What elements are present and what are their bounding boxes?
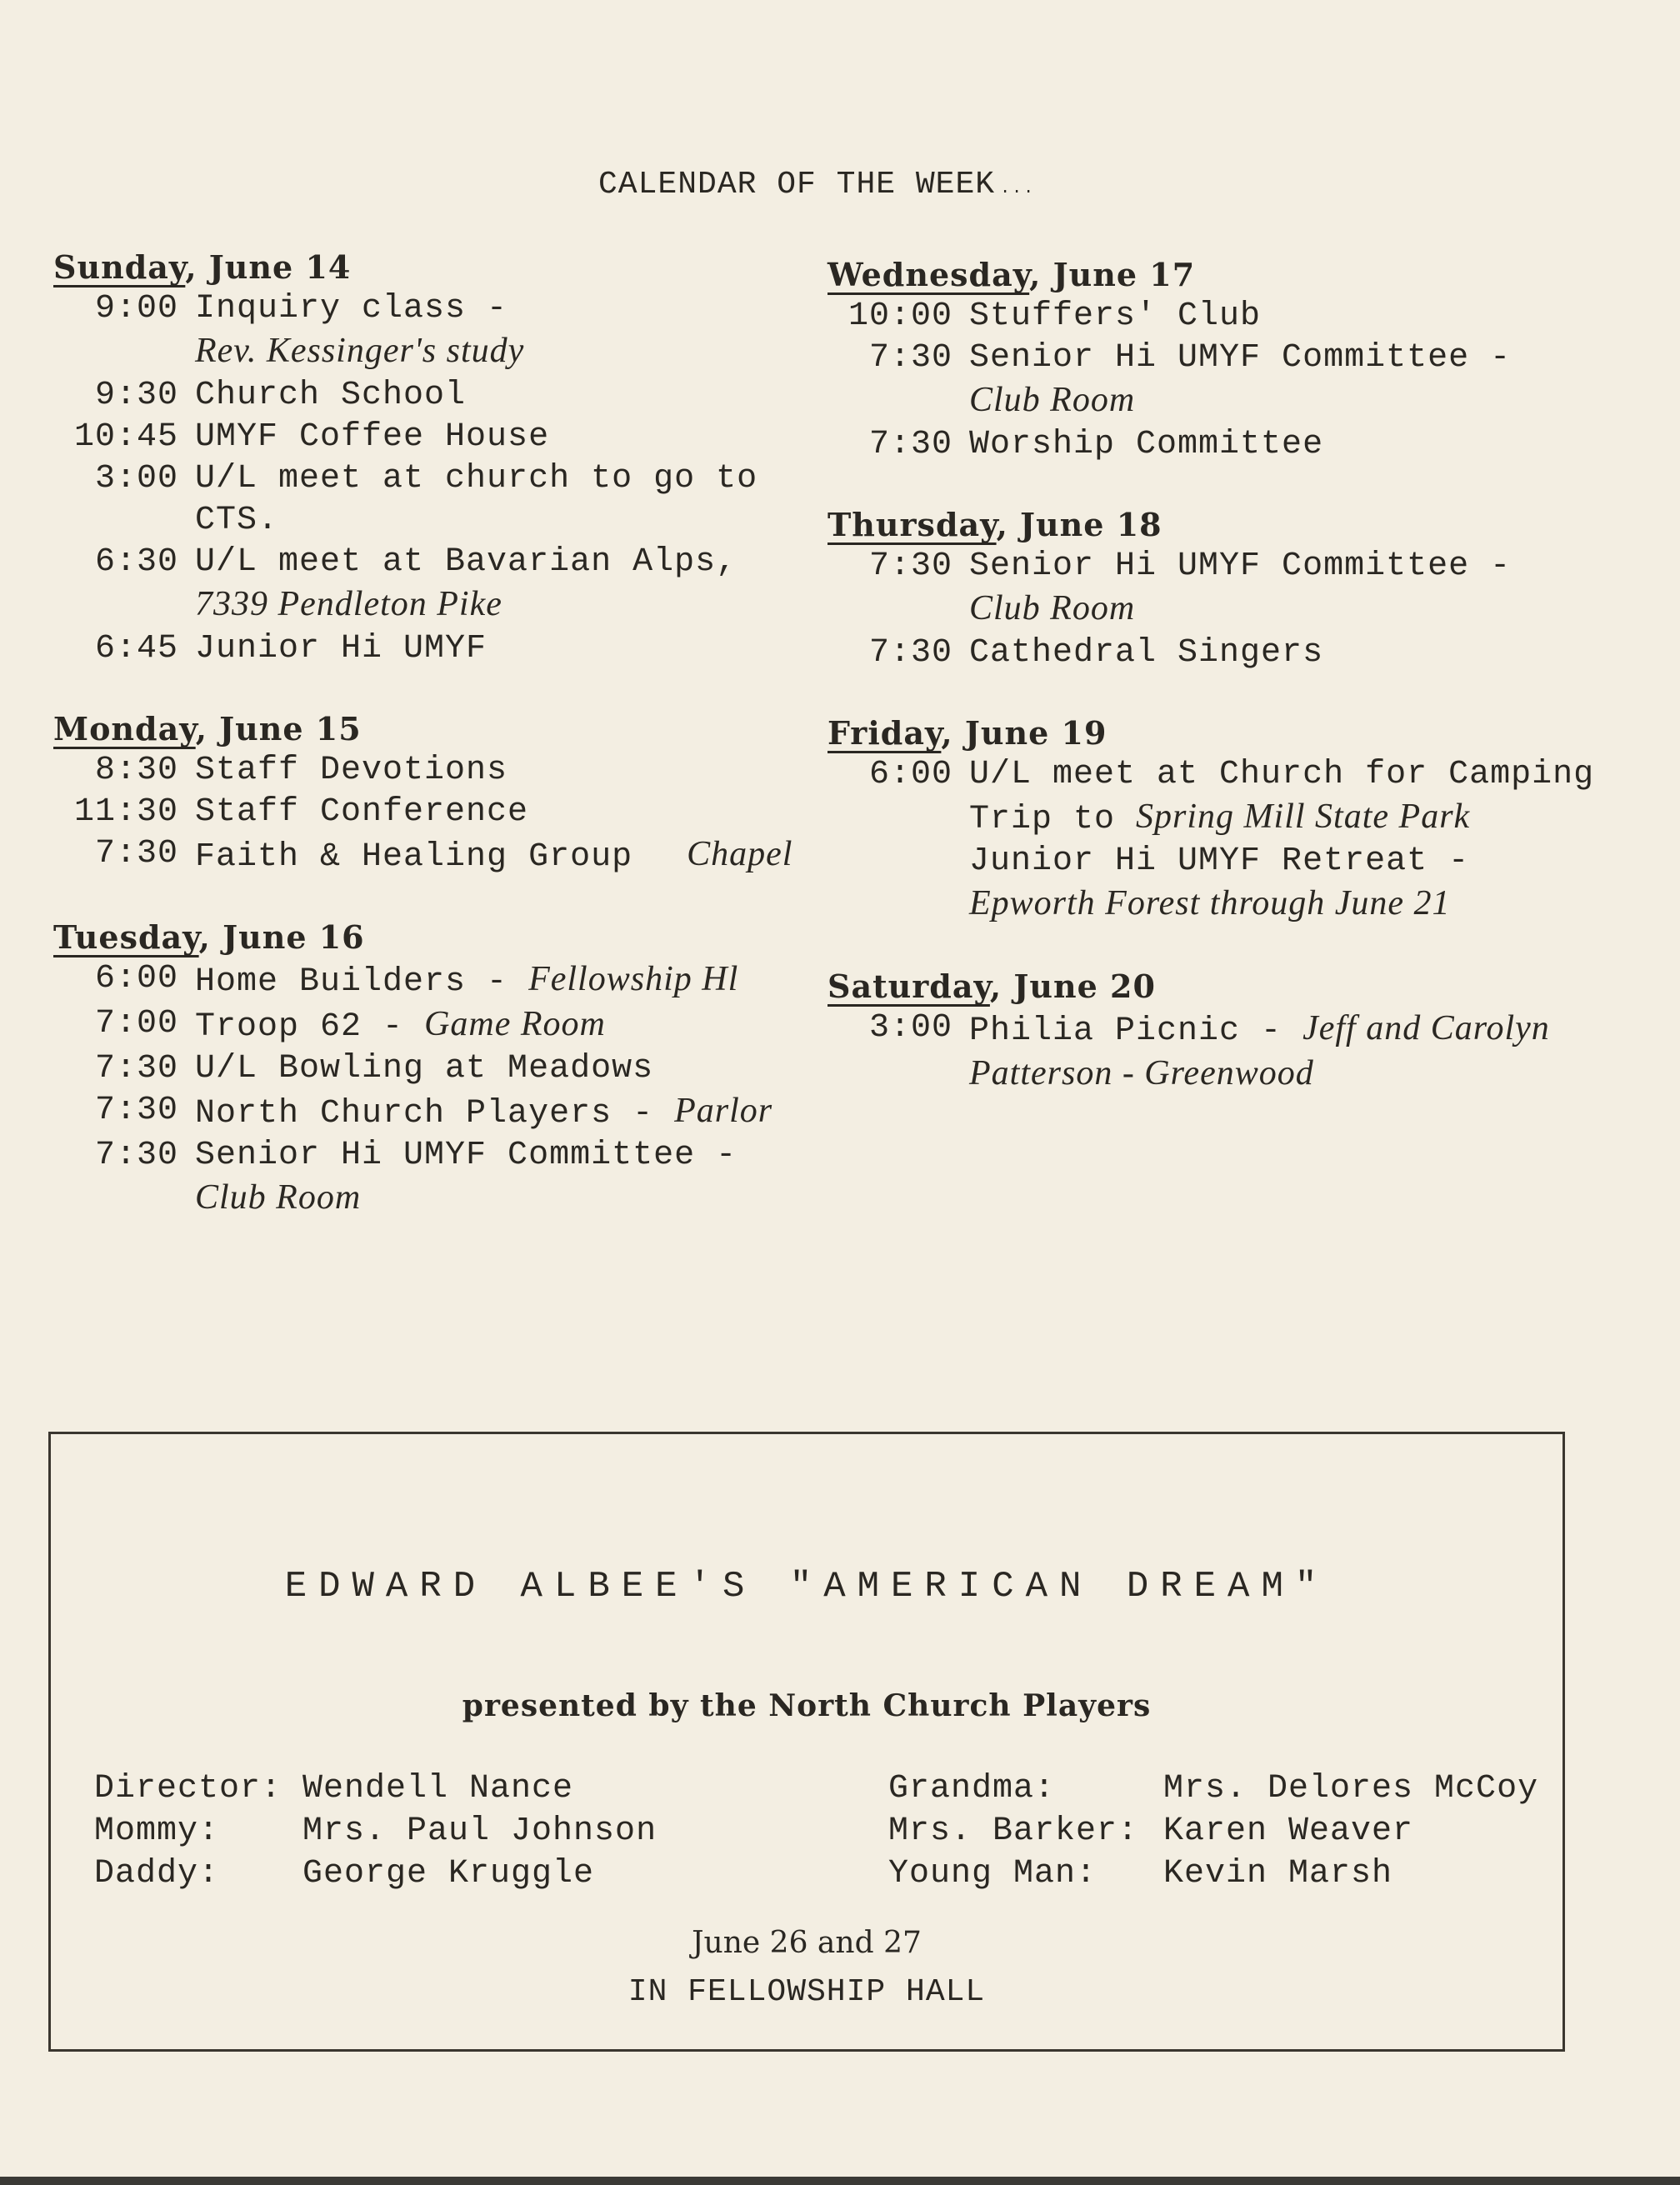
event-body: [178, 1135, 803, 1222]
cast-name: Karen Weaver: [1163, 1812, 1414, 1850]
event-body: [178, 1090, 803, 1135]
event-location: Fellowship Hl: [528, 960, 739, 998]
event-row: [53, 1003, 803, 1048]
day-name: Friday: [828, 714, 942, 752]
event-time: 3:00: [868, 1009, 952, 1047]
event-location: Spring Mill State Park: [1136, 798, 1471, 836]
cast-row: [888, 1852, 1538, 1895]
day-name: Saturday: [828, 968, 990, 1005]
event-text: Junior Hi UMYF: [195, 630, 488, 668]
event-location: Epworth Forest through June 21: [969, 884, 1451, 922]
page-bottom-edge: [0, 2177, 1680, 2185]
event-text: Senior Hi UMYF Committee -: [969, 548, 1512, 585]
day-name: Monday: [53, 710, 196, 748]
day-name: Wednesday: [828, 256, 1030, 293]
cast-list-left: [94, 1768, 657, 1895]
event-text: Cathedral Singers: [969, 634, 1324, 672]
event-time: 11:30: [73, 793, 178, 831]
event-body: [178, 458, 803, 542]
event-text: UMYF Coffee House: [195, 418, 550, 456]
event-body: [952, 841, 1628, 928]
play-announcement-box: [48, 1432, 1565, 2052]
day-heading: [53, 917, 803, 958]
event-row: [828, 632, 1628, 674]
cast-row: [888, 1768, 1538, 1810]
event-time: 7:30: [868, 634, 952, 672]
event-row: [53, 1135, 803, 1222]
event-body: [178, 792, 803, 833]
event-location: Chapel: [687, 835, 793, 873]
event-time: 7:30: [94, 1092, 178, 1129]
event-row: [53, 458, 803, 542]
event-time: [828, 841, 952, 928]
event-text: Staff Devotions: [195, 752, 508, 789]
event-text: Inquiry class -: [195, 290, 508, 328]
event-time: 9:30: [94, 377, 178, 414]
day-block: [53, 247, 803, 670]
day-name: Thursday: [828, 506, 997, 543]
event-row: [828, 338, 1628, 424]
event-text: U/L meet at church to go to CTS.: [195, 460, 758, 539]
day-heading: [53, 708, 803, 750]
event-row: [828, 1008, 1628, 1098]
right-calendar-column: [828, 254, 1628, 1136]
event-text: U/L meet at Bavarian Alps,: [195, 543, 738, 581]
cast-role: Young Man:: [888, 1855, 1098, 1892]
event-time: 7:00: [94, 1005, 178, 1042]
event-time: 6:00: [94, 960, 178, 998]
cast-name: George Kruggle: [302, 1855, 595, 1892]
event-row: [53, 417, 803, 458]
day-block: [828, 254, 1628, 466]
event-location: Jeff and Carolyn Patterson - Greenwood: [969, 1009, 1550, 1092]
day-block: [828, 966, 1628, 1098]
day-block: [53, 708, 803, 878]
event-text: North Church Players -: [195, 1095, 654, 1132]
event-row: [53, 833, 803, 878]
page-title: CALENDAR OF THE WEEK ...: [598, 167, 1036, 202]
event-row: [53, 750, 803, 792]
event-text: Faith & Healing Group: [195, 838, 633, 876]
event-time: 6:45: [94, 630, 178, 668]
event-time: 7:30: [868, 548, 952, 585]
event-location: Rev. Kessinger's study: [195, 332, 525, 370]
cast-name: Wendell Nance: [302, 1770, 574, 1808]
event-time: 8:30: [94, 752, 178, 789]
event-body: [952, 296, 1628, 338]
event-text: Staff Conference: [195, 793, 529, 831]
cast-role: Mommy:: [94, 1812, 220, 1850]
event-body: [178, 958, 803, 1003]
event-text: U/L meet at Church for Camping Trip to: [969, 756, 1595, 838]
day-date: , June 19: [941, 714, 1108, 752]
play-venue: IN FELLOWSHIP HALL: [628, 1974, 986, 2010]
event-text: Troop 62 -: [195, 1008, 404, 1046]
event-time: 9:00: [94, 290, 178, 328]
event-time: 10:45: [73, 418, 178, 456]
cast-role: Mrs. Barker:: [888, 1812, 1139, 1850]
day-date: , June 20: [989, 968, 1156, 1005]
event-location: Club Room: [969, 589, 1136, 628]
event-location: Club Room: [969, 381, 1136, 419]
day-block: [828, 504, 1628, 674]
event-body: [952, 338, 1628, 424]
day-block: [53, 917, 803, 1222]
cast-row: [94, 1768, 657, 1810]
event-body: [178, 542, 803, 628]
day-date: , June 18: [996, 506, 1162, 543]
event-row: [53, 958, 803, 1003]
play-subtitle: presented by the North Church Players: [462, 1688, 1152, 1723]
event-body: [178, 1003, 803, 1048]
event-row: [53, 1048, 803, 1090]
event-body: [952, 1008, 1628, 1098]
event-time: 7:30: [868, 339, 952, 377]
day-heading: [828, 712, 1628, 754]
event-body: [952, 632, 1628, 674]
event-body: [178, 375, 803, 417]
day-date: , June 17: [1029, 256, 1196, 293]
event-time: 7:30: [94, 1050, 178, 1088]
day-heading: [828, 966, 1628, 1008]
event-body: [952, 754, 1628, 841]
play-title: EDWARD ALBEE'S "AMERICAN DREAM": [284, 1566, 1329, 1608]
event-time: 10:00: [848, 298, 952, 335]
event-text: Stuffers' Club: [969, 298, 1262, 335]
event-text: Philia Picnic -: [969, 1012, 1282, 1050]
play-dates: June 26 and 27: [692, 1926, 922, 1960]
event-row: [53, 288, 803, 375]
event-body: [178, 417, 803, 458]
day-date: , June 16: [198, 918, 365, 956]
event-location: 7339 Pendleton Pike: [195, 585, 502, 623]
event-row: [53, 628, 803, 670]
event-time: 6:00: [868, 756, 952, 793]
cast-role: Daddy:: [94, 1855, 220, 1892]
event-text: Junior Hi UMYF Retreat -: [969, 842, 1470, 880]
cast-list-right: [888, 1768, 1538, 1895]
event-body: [178, 628, 803, 670]
event-row: [828, 841, 1628, 928]
event-location: Parlor: [674, 1092, 773, 1130]
event-row: [53, 542, 803, 628]
day-heading: [828, 254, 1628, 296]
event-body: [178, 833, 803, 878]
day-heading: [828, 504, 1628, 546]
cast-role: Grandma:: [888, 1770, 1056, 1808]
day-date: , June 15: [195, 710, 362, 748]
cast-row: [94, 1810, 657, 1852]
event-location: Club Room: [195, 1178, 362, 1217]
event-text: Church School: [195, 377, 467, 414]
event-row: [828, 546, 1628, 632]
cast-row: [888, 1810, 1538, 1852]
title-dots: ...: [1000, 179, 1036, 198]
day-block: [828, 712, 1628, 928]
event-row: [53, 792, 803, 833]
event-time: 3:00: [94, 460, 178, 498]
cast-row: [94, 1852, 657, 1895]
cast-name: Kevin Marsh: [1163, 1855, 1393, 1892]
event-row: [828, 754, 1628, 841]
cast-name: Mrs. Delores McCoy: [1163, 1770, 1539, 1808]
event-row: [53, 1090, 803, 1135]
event-text: Senior Hi UMYF Committee -: [969, 339, 1512, 377]
event-body: [178, 750, 803, 792]
event-body: [952, 546, 1628, 632]
left-calendar-column: [53, 247, 803, 1260]
event-text: Senior Hi UMYF Committee -: [195, 1137, 738, 1174]
event-time: 6:30: [94, 543, 178, 581]
event-row: [53, 375, 803, 417]
event-body: [178, 288, 803, 375]
event-location: Game Room: [424, 1005, 606, 1043]
event-text: Worship Committee: [969, 426, 1324, 463]
event-body: [952, 424, 1628, 466]
event-time: 7:30: [868, 426, 952, 463]
event-time: 7:30: [94, 835, 178, 872]
event-time: 7:30: [94, 1137, 178, 1174]
event-body: [178, 1048, 803, 1090]
day-date: , June 14: [185, 248, 352, 286]
cast-role: Director:: [94, 1770, 282, 1808]
day-name: Tuesday: [53, 918, 199, 956]
event-row: [828, 424, 1628, 466]
cast-name: Mrs. Paul Johnson: [302, 1812, 658, 1850]
day-name: Sunday: [53, 248, 186, 286]
event-text: Home Builders -: [195, 963, 508, 1001]
event-text: U/L Bowling at Meadows: [195, 1050, 654, 1088]
day-heading: [53, 247, 803, 288]
event-row: [828, 296, 1628, 338]
